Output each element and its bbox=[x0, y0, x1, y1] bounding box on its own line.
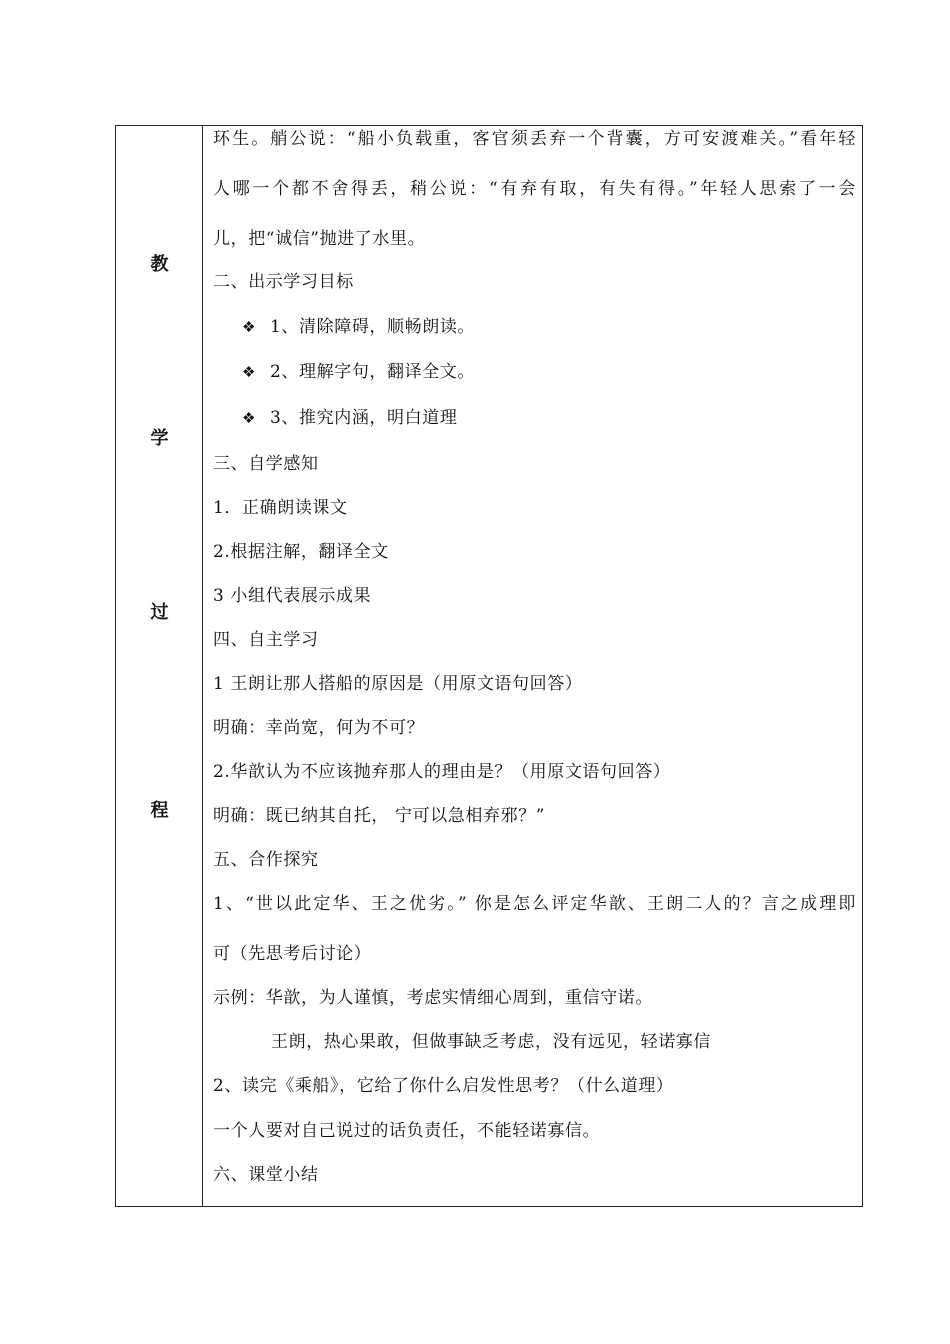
paragraph-line: 人哪一个都不舍得丢，稍公说：“有弃有取，有失有得。”年轻人思索了一会 bbox=[213, 179, 856, 199]
paragraph-line: 3 小组代表展示成果 bbox=[213, 586, 372, 606]
paragraph-line: 明确：幸尚宽，何为不可？ bbox=[213, 718, 425, 738]
paragraph-line: 环生。艄公说：“船小负载重，客官须丢弃一个背囊，方可安渡难关。”看年轻 bbox=[213, 129, 856, 149]
paragraph-line: 2.根据注解，翻译全文 bbox=[213, 542, 389, 562]
paragraph-line: 示例：华歆，为人谨慎，考虑实情细心周到，重信守诺。 bbox=[213, 988, 653, 1008]
section-heading: 二、出示学习目标 bbox=[213, 272, 354, 292]
diamond-bullet-icon: ❖ bbox=[242, 318, 257, 336]
paragraph-line: 王朗，热心果敢，但做事缺乏考虑，没有远见，轻诺寡信 bbox=[271, 1032, 711, 1052]
paragraph-line: 一个人要对自己说过的话负责任，不能轻诺寡信。 bbox=[213, 1121, 601, 1141]
paragraph-line: 儿，把“诚信”抛进了水里。 bbox=[213, 229, 426, 249]
paragraph-line: 1．正确朗读课文 bbox=[213, 498, 348, 518]
lesson-content bbox=[213, 126, 858, 1206]
section-heading: 四、自主学习 bbox=[213, 630, 319, 650]
goal-text: 3、推究内涵，明白道理 bbox=[270, 408, 458, 428]
section-heading: 五、合作探究 bbox=[213, 850, 319, 870]
goal-text: 2、理解字句，翻译全文。 bbox=[270, 362, 476, 382]
paragraph-line: 2、读完《乘船》，它给了你什么启发性思考？（什么道理） bbox=[213, 1076, 674, 1096]
paragraph-line: 明确：既已纳其自托， 宁可以急相弃邪？” bbox=[213, 806, 546, 826]
paragraph-line: 1、“世以此定华、王之优劣。” 你是怎么评定华歆、王朗二人的？言之成理即 bbox=[213, 894, 856, 914]
section-heading: 三、自学感知 bbox=[213, 454, 319, 474]
side-label-char: 教 bbox=[150, 254, 169, 275]
side-label-char: 程 bbox=[150, 800, 169, 821]
side-label-column bbox=[116, 126, 203, 1206]
paragraph-line: 2.华歆认为不应该抛弃那人的理由是？（用原文语句回答） bbox=[213, 762, 671, 782]
goal-text: 1、清除障碍，顺畅朗读。 bbox=[270, 317, 476, 337]
paragraph-line: 可（先思考后讨论） bbox=[213, 944, 372, 964]
diamond-bullet-icon: ❖ bbox=[242, 363, 257, 381]
lesson-table bbox=[115, 125, 863, 1207]
goal-item bbox=[242, 406, 457, 430]
paragraph-line: 1 王朗让那人搭船的原因是（用原文语句回答） bbox=[213, 674, 583, 694]
side-label-char: 过 bbox=[150, 602, 169, 623]
side-label-char: 学 bbox=[150, 428, 169, 449]
goal-item bbox=[242, 315, 475, 339]
diamond-bullet-icon: ❖ bbox=[242, 409, 257, 427]
goal-item bbox=[242, 360, 475, 384]
section-heading: 六、课堂小结 bbox=[213, 1165, 319, 1185]
